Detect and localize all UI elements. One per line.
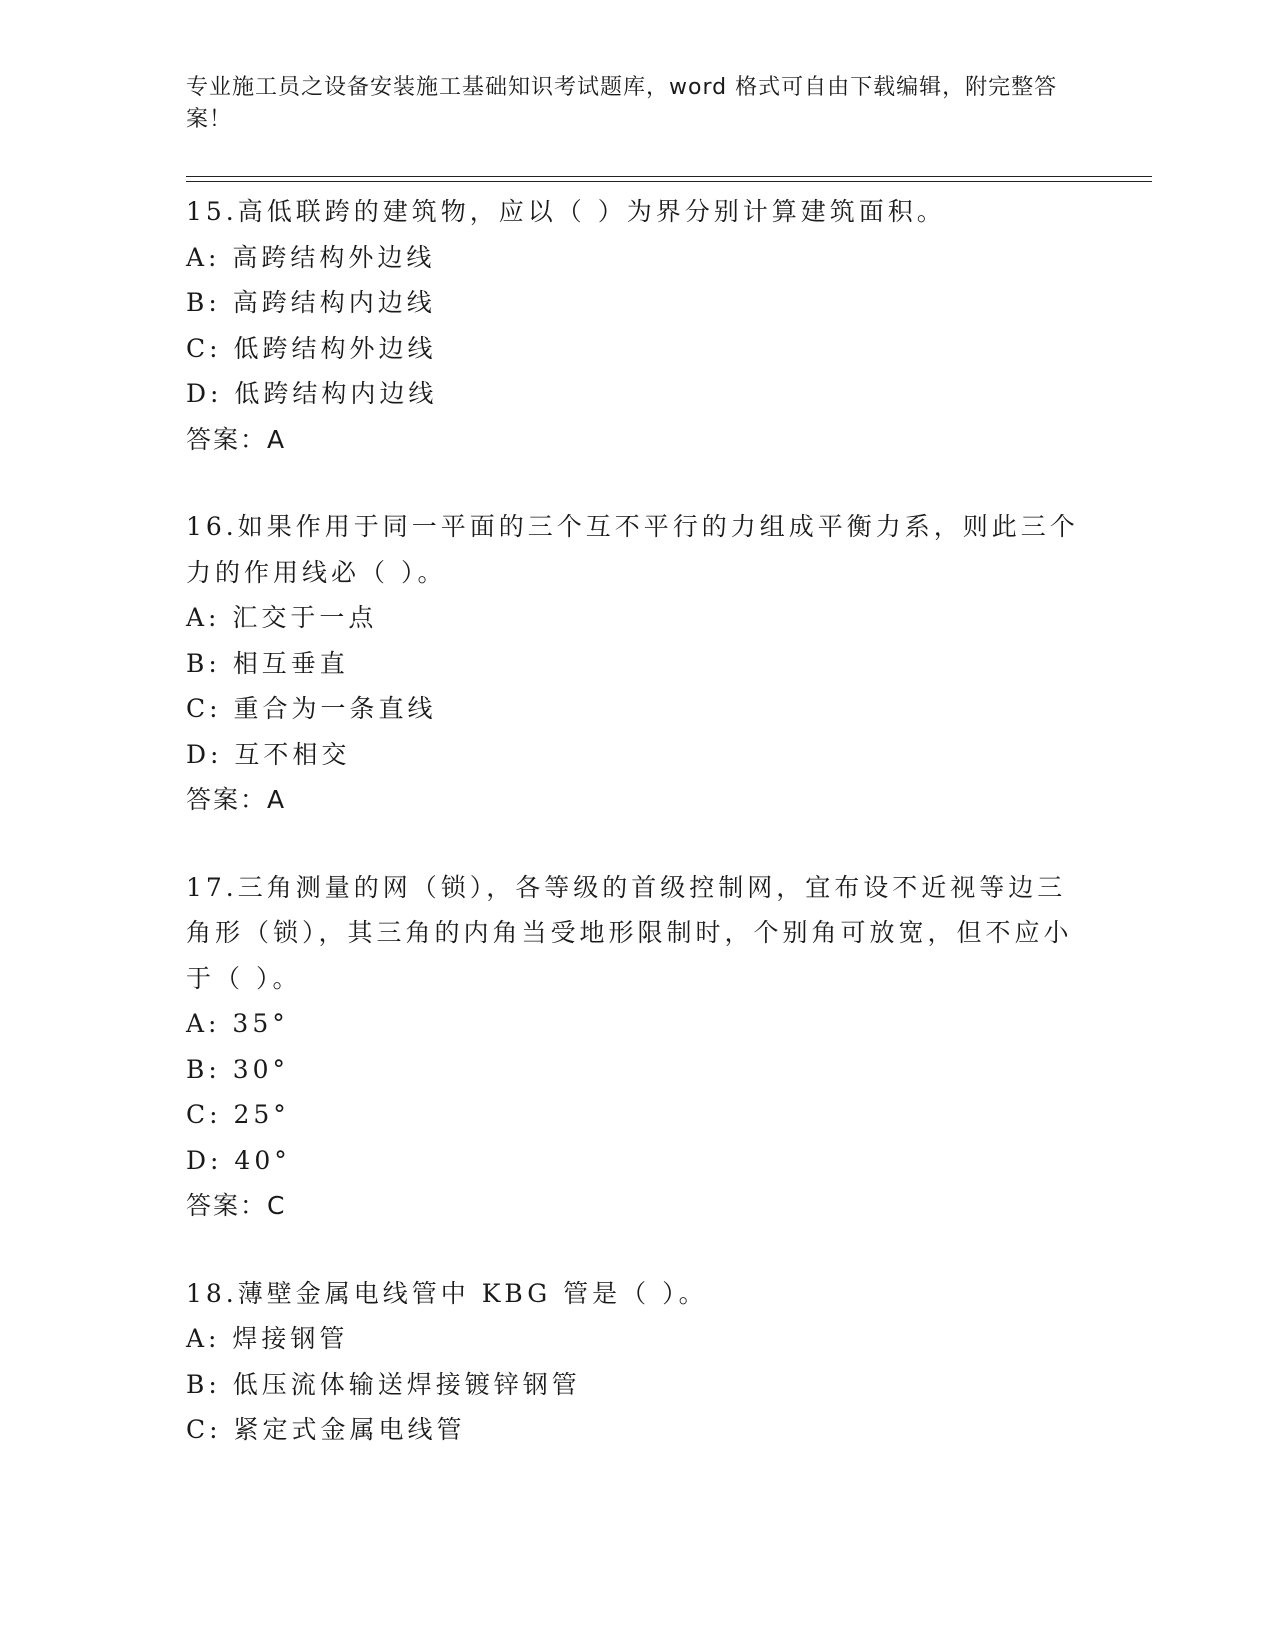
option-a: A: 高跨结构外边线 [186, 242, 436, 272]
option-d: D: 40° [186, 1145, 291, 1175]
option-c: C: 低跨结构外边线 [186, 333, 437, 363]
answer-line: 答案：A [186, 785, 287, 814]
option-d: D: 互不相交 [186, 739, 351, 769]
option-b: B: 高跨结构内边线 [186, 288, 436, 317]
option-a: A: 焊接钢管 [186, 1324, 349, 1353]
question-stem: 18.薄壁金属电线管中 KBG 管是（ ）。 [186, 1278, 708, 1308]
header-divider-top [186, 176, 1152, 177]
question-18 [186, 1271, 1086, 1453]
question-stem: 17.三角测量的网（锁），各等级的首级控制网，宜布设不近视等边三角形（锁），其三角的内角当受地形限制时，个别角可放宽，但不应小于（ ）。 [186, 872, 1073, 993]
option-b: B: 30° [186, 1054, 290, 1084]
answer-line: 答案：A [186, 424, 287, 454]
option-c: C: 紧定式金属电线管 [186, 1415, 466, 1444]
question-stem: 16.如果作用于同一平面的三个互不平行的力组成平衡力系，则此三个力的作用线必（ ）。 [186, 512, 1079, 587]
option-b: B: 低压流体输送焊接镀锌钢管 [186, 1369, 581, 1399]
option-c: C: 重合为一条直线 [186, 694, 437, 723]
question-stem: 15.高低联跨的建筑物，应以（ ）为界分别计算建筑面积。 [186, 197, 946, 226]
option-b: B: 相互垂直 [186, 648, 349, 678]
question-list [186, 189, 1086, 1495]
option-c: C: 25° [186, 1100, 290, 1129]
option-a: A: 汇交于一点 [186, 603, 378, 632]
header-divider-bottom [186, 181, 1152, 182]
question-16 [186, 504, 1086, 823]
document-header: 专业施工员之设备安装施工基础知识考试题库，word 格式可自由下载编辑，附完整答案！ [186, 75, 1058, 132]
answer-line: 答案：C [186, 1191, 287, 1220]
question-15 [186, 189, 1086, 462]
option-d: D: 低跨结构内边线 [186, 379, 438, 408]
option-a: A: 35° [186, 1009, 289, 1038]
question-17 [186, 865, 1086, 1229]
